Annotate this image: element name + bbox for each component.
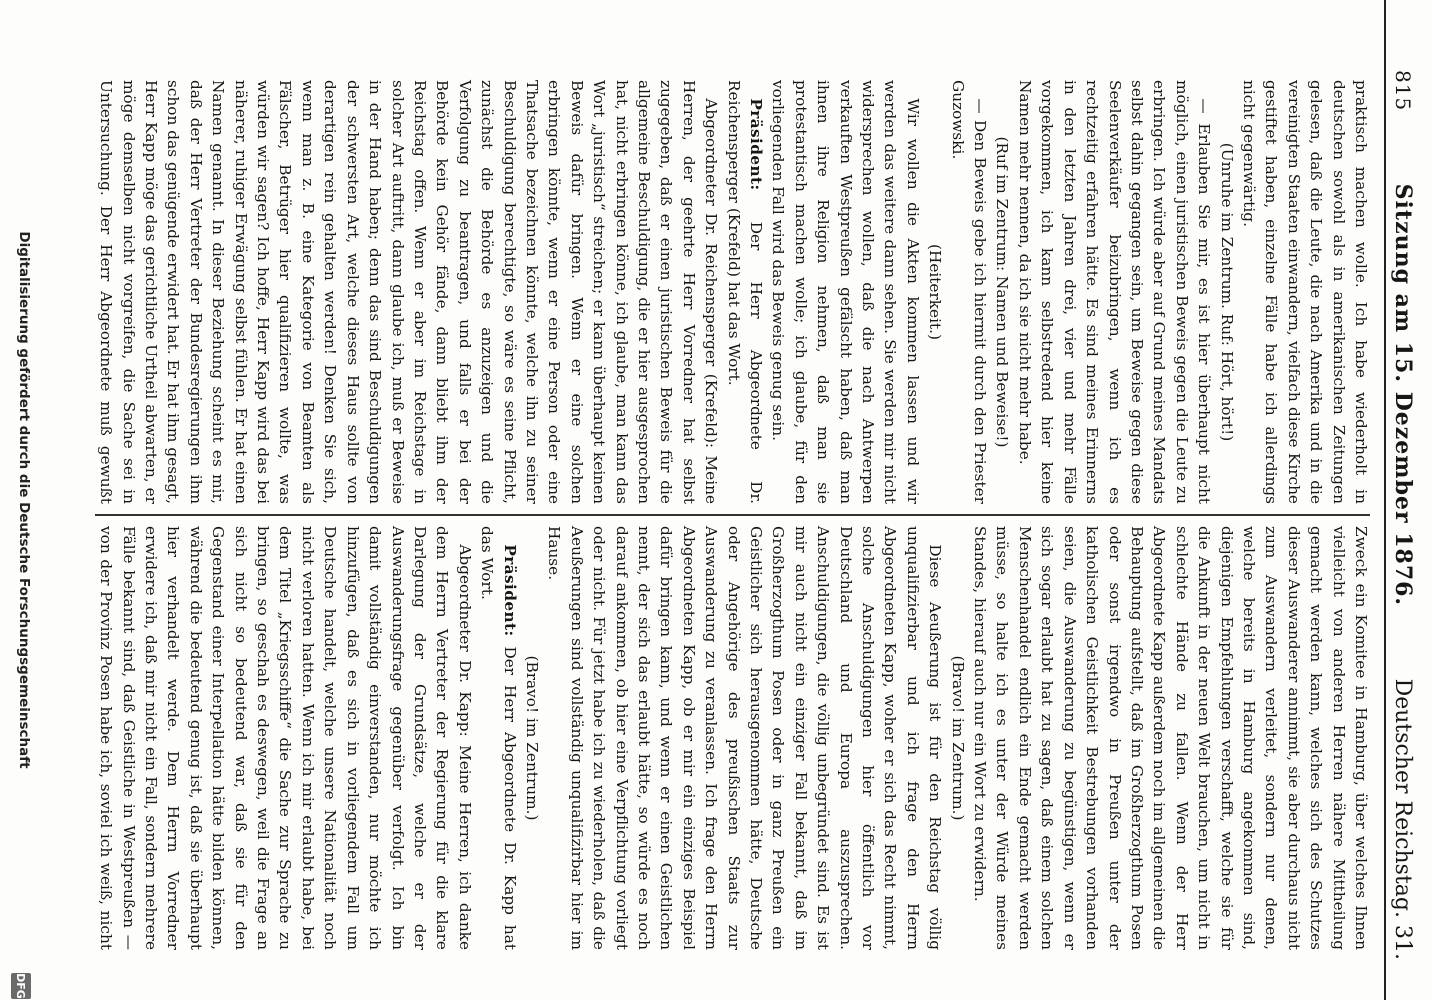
interjection: (Heiterkeit.) bbox=[926, 244, 945, 340]
speaker-lead: Abgeordneter Dr. Kapp: bbox=[455, 544, 474, 737]
text-columns bbox=[95, 70, 1372, 960]
paragraph: Diese Aeußerung ist für den Reichstag völlig unqualifizierbar und ich frage den Herrn Abgeordneten Kapp, woher er sich das Recht nimmt, solche Anschuldigungen hier öffentlich vor Deutschland und Europa auszusprechen. Anschuldigungen, die völlig unbegründet sind. Es ist mir auch nicht ein einziger Fall bekannt, daß im Großherzogthum Posen oder in ganz Preußen ein Geistlicher sich herausgenommen hätte, Deutsche oder Angehörige des preußischen Staats zur Auswanderung zu veranlassen. Ich frage den Herrn Abgeordneten Kapp, ob er mir ein einziges Beispiel dafür bringen kann, und wenn er einen Geistlichen nennt, der sich das erlaubt hätte, so würde es noch darauf ankommen, ob hier eine Verpflichtung vorliegt oder nicht. Für jetzt habe ich zu wiederholen, daß die Aeußerungen sind vollständig unqualifizirbar hier im Hause. bbox=[545, 526, 945, 950]
column-right bbox=[95, 70, 1372, 514]
speaker-label: Präsident: bbox=[747, 98, 766, 191]
speaker-text: Meine Herren, ich danke dem Herrn Vertreter der Regierung für die klare Darlegung der Grundsätze, welche er der Auswanderungsfrage gegenüber verfolgt. Ich bin damit vollständig einverstanden, nur möchte ich hinzufügen, daß es sich in vorliegendem Fall um Deutsche handelt, welche unsere Nationalität noch nicht verloren hatten. Wenn ich mir erlaubt habe, bei dem Titel „Kriegsschiffe“ die Sache zur Sprache zu bringen, so geschah es deswegen, weil die Frage an sich nicht so bedeutend war, daß sie für den Gegenstand einer Interpellation hätte bilden können, während die bedeutend genug ist, daß sie überhaupt hier verhandelt werde. Dem Herrn Vorredner erwidere ich, daß mir nicht ein Fall, sondern mehrere Fälle bekannt sind, daß Geistliche in Westpreußen — von der Provinz Posen habe ich, soviel ich weiß, nicht bbox=[97, 526, 474, 951]
interjection: (Bravo! im Zentrum.) bbox=[522, 655, 541, 821]
speaker-lead: Abgeordneter Dr. Reichensperger bbox=[702, 98, 721, 367]
paragraph: Wir wollen die Akten kommen lassen und wir werden das weitere dann sehen. Sie werden mir nicht widersprechen wollen, daß die nach Antwerpen verkauften Westpreußen gefälscht haben, daß man ihnen ihre Religion nehmen, daß man sie protestantisch machen wolle; ich glaube, für den vorliegenden Fall wird das Beweis genug sein. bbox=[769, 80, 922, 504]
speaker-paragraph bbox=[722, 80, 767, 504]
journal-title: Deutscher Reichstag. 31. bbox=[1390, 678, 1416, 960]
session-date: Sitzung am 15. Dezember 1876. bbox=[1390, 183, 1416, 607]
page-number: 815 bbox=[1391, 70, 1415, 112]
digitization-credit: Digitalisierung gefördert durch die Deutsche Forschungsgemeinschaft bbox=[16, 231, 32, 769]
paragraph: — Den Beweis gebe ich hiermit durch den Priester Guzowski. bbox=[948, 80, 990, 504]
column-left bbox=[95, 516, 1372, 960]
interjection: (Unruhe im Zentrum. Ruf: Hört, hört!) bbox=[1217, 142, 1236, 442]
speaker-paragraph bbox=[476, 526, 521, 950]
paragraph: Zweck ein Komitee in Hamburg, über welches Ihnen vielleicht von anderen Herren nähere Mittheilung gemacht werden kann, welches sich des Schutzes dieser Auswanderer annimmt, sie aber durchaus nicht zum Auswandern verleitet, sondern nur denen, welche bereits in Hamburg angekommen sind, diejenigen Empfehlungen verschafft, welche sie für die Ankunft in der neuen Welt brauchen, um nicht in schlechte Hände zu fallen. Wenn der Herr Abgeordnete Kapp außerdem noch im allgemeinen die Behauptung aufstellt, daß im Großherzogthum Posen oder sonst irgendwo in Preußen unter der katholischen Geistlichkeit Bestrebungen vorhanden seien, die Auswanderung zu begünstigen, wenn er sich sogar erlaubt hat zu sagen, daß einem solchen Menschenhandel endlich ein Ende gemacht werden müsse, so halte ich es unter der Würde meines Standes, hierauf auch nur ein Wort zu erwidern. bbox=[971, 526, 1370, 950]
interjection: (Ruf im Zentrum: Namen und Beweise!) bbox=[993, 136, 1012, 448]
interjection: (Bravo! im Zentrum.) bbox=[948, 655, 967, 821]
paragraph: — Erlauben Sie mir, es ist hier überhaupt nicht möglich, einen juristischen Beweis gegen die Leute zu erbringen. Ich würde aber auf Grund meines Mandats selbst dahin gegangen sein, um Beweise gegen diese Seelenverkäufer beizubringen, wenn ich es rechtzeitig erfahren hätte. Es sind meines Erinnerns in den letzten Jahren drei, vier und mehr Fälle vorgekommen, ich kann selbstredend hier keine Namen mehr nennen, da ich sie nicht mehr habe. bbox=[1015, 80, 1214, 504]
speaker-text: Der Herr Abgeordnete Dr. Reichensperger (Krefeld) hat das Wort. bbox=[724, 80, 766, 504]
speaker-text: Der Herr Abgeordnete Dr. Kapp hat das Wort. bbox=[478, 526, 519, 950]
speaker-paragraph bbox=[95, 526, 476, 950]
speaker-label: Präsident: bbox=[500, 544, 519, 637]
dfg-logo: DFG bbox=[11, 973, 31, 999]
paragraph: praktisch machen wolle. Ich habe wiederholt in deutschen sowohl als in amerikanischen Zeitungen gelesen, daß die Leute, die nach Amerika und in die vereinigten Staaten einwandern, vielfach diese Kirche gestiftet haben, einzelne Fälle habe ich allerdings nicht gegenwärtig. bbox=[1239, 80, 1370, 504]
page-header bbox=[1384, 0, 1420, 1000]
speaker-paragraph bbox=[95, 80, 722, 504]
speaker-text: (Krefeld): Meine Herren, der geehrte Herr Vorredner hat selbst zugegeben, daß er einen juristischen Beweis für die allgemeine Beschuldigung, die er hier ausgesprochen hat, nicht erbringen könne, ich glaube, man kann das Wort „juristisch“ streichen; er kann überhaupt keinen Beweis dafür bringen. Wenn er eine solchen erbringen könnte, wenn er eine Person oder eine Thatsache bezeichnen könnte, welche ihn zu seiner Beschuldigung berechtigte, so wäre es seine Pflicht, zunächst die Behörde es anzuzeigen und die Verfolgung zu beantragen, und falls er bei der Behörde kein Gehör fände, dann bliebt ihm der Reichstag offen. Wenn er aber im Reichstage in solcher Art auftritt, dann glaube ich, muß er Beweise in der Hand haben; denn das sind Beschuldigungen der schwersten Art, welche dieses Haus sollte von derartigen rein gehalten werden! Denken Sie sich, wenn man z. B. eine Kategorie von Beamten als Fälscher, Betrüger hier qualifizieren wollte, was würden wir sagen? Ich hoffe, Herr Kapp wird das bei näherer, ruhiger Erwägung selbst fühlen. Er hat einen Namen genannt. In dieser Beziehung scheint es mir, daß der Herr Vertreter der Bundesregierungen ihm schon das genügende erwidert hat. Er hat ihm gesagt, Herr Kapp möge das gerichtliche Urtheil abwarten, er möge demselben nicht vorgreifen, die Sache sei in Untersuchung. Der Herr Abgeordnete muß gewußt bbox=[97, 80, 721, 504]
